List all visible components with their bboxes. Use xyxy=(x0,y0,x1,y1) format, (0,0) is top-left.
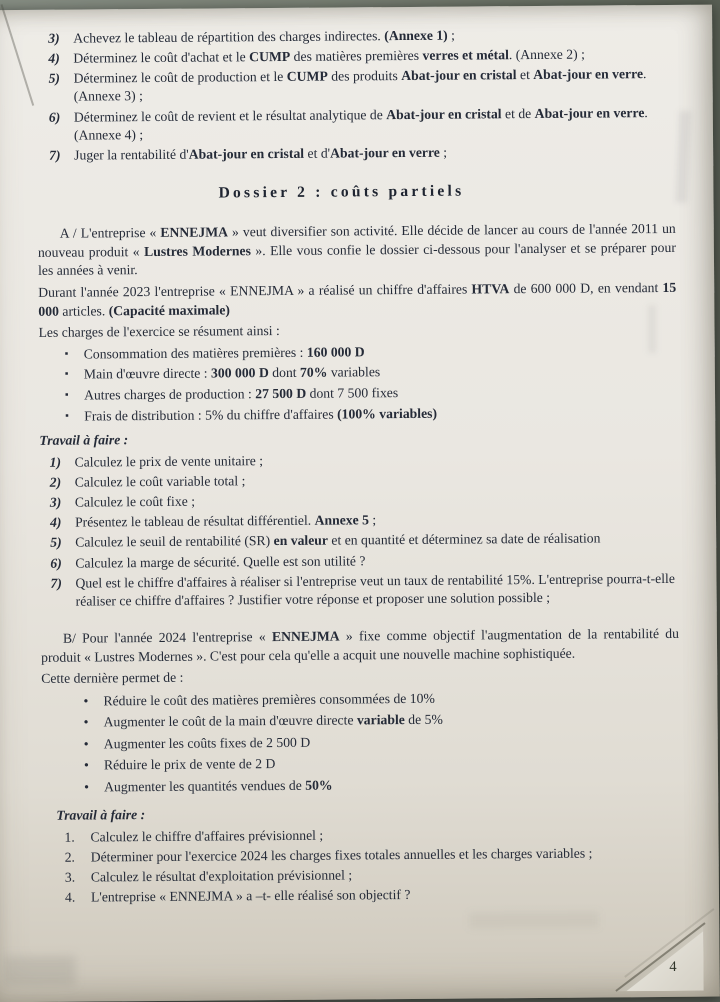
machine-effects-list xyxy=(83,688,680,798)
question-number: 1. xyxy=(64,829,75,845)
square-bullet-icon: ▪ xyxy=(64,348,69,360)
list-item xyxy=(65,382,677,405)
question-text: Déterminez le coût de production et le CUMP des produits Abat-jour en cristal et Abat-jour en verre. (Annexe 3) ; xyxy=(73,65,647,104)
ink-smudge xyxy=(469,912,599,929)
question-text: Déterminer pour l'exercice 2024 les charges fixes totales annuelles et les charges variables ; xyxy=(90,845,593,865)
list-item-text: Consommation des matières premières : 160 000 D xyxy=(83,344,365,362)
part-b-section xyxy=(41,625,681,908)
list-item-text: Augmenter les coûts fixes de 2 500 D xyxy=(103,734,311,752)
list-item-text: Autres charges de production : 27 500 D dont 7 500 fixes xyxy=(83,385,399,403)
dot-bullet-icon: • xyxy=(83,715,89,731)
list-item-text: Réduire le coût des matières premières consommées de 10% xyxy=(103,690,435,709)
list-item xyxy=(65,403,677,426)
question-text: Achevez le tableau de répartition des charges indirectes. (Annexe 1) ; xyxy=(73,27,456,46)
question-text: Calculez la marge de sécurité. Quelle est son utilité ? xyxy=(75,552,366,571)
question-number: 4) xyxy=(49,515,62,531)
list-item xyxy=(84,731,680,755)
question-text: Présentez le tableau de résultat différentiel. Annexe 5 ; xyxy=(74,512,377,530)
square-bullet-icon: ▪ xyxy=(64,369,69,381)
square-bullet-icon: ▪ xyxy=(65,410,69,422)
question-text: Déterminez le coût de revient et le résultat analytique de Abat-jour en cristal et de Abat-jour en verre. (Annexe 4) ; xyxy=(73,104,648,143)
list-item xyxy=(84,709,680,733)
list-item xyxy=(84,774,680,798)
dot-bullet-icon: • xyxy=(83,694,89,710)
question-item xyxy=(65,884,681,907)
question-text: Calculez le coût fixe ; xyxy=(74,493,196,510)
list-item xyxy=(65,341,677,364)
part-b-intro: B/ Pour l'année 2024 l'entreprise « ENNEJMA » fixe comme objectif l'augmentation de la rentabilité du produit « Lustres Modernes ». C'est pour cela qu'elle a acquit une nouvelle machine sophistiquée. xyxy=(41,625,679,665)
document-page xyxy=(0,5,720,1002)
dot-bullet-icon: • xyxy=(84,780,90,796)
question-text: Quel est le chiffre d'affaires à réaliser si l'entreprise veut un taux de rentabilité 15%. L'entreprise pourra-t-elle réaliser ce chiffre d'affaires ? Justifier votre réponse et proposer une solution possible ; xyxy=(75,570,675,609)
question-number: 4) xyxy=(48,50,60,66)
ink-smudge xyxy=(675,111,691,203)
paper-crease xyxy=(1,4,35,106)
question-number: 6) xyxy=(50,555,62,571)
question-text: Calculez le prix de vente unitaire ; xyxy=(74,453,264,470)
question-text: Calculez le seuil de rentabilité (SR) en valeur et en quantité et déterminez sa date de réalisation xyxy=(75,530,601,551)
page-content xyxy=(36,23,681,909)
question-number: 3) xyxy=(49,494,62,511)
list-item-text: Augmenter les quantités vendues de 50% xyxy=(104,777,333,795)
permet-label: Cette dernière permet de : xyxy=(41,669,184,687)
question-number: 4. xyxy=(64,889,76,905)
question-text: Déterminez le coût d'achat et le CUMP des matières premières verres et métal. (Annexe 2) ; xyxy=(73,46,585,66)
part-a-intro: A / L'entreprise « ENNEJMA » veut diversifier son activité. Elle décide de lancer au cours de l'année 2011 un nouveau produit « Lustres Modernes ». Elle vous confie le dossier ci-dessous pour l'analyser et se préparer pour les années à venir. xyxy=(37,220,676,279)
question-text: Calculez le résultat d'exploitation prévisionnel ; xyxy=(90,867,353,885)
question-number: 3) xyxy=(48,30,60,46)
question-text: Calculez le chiffre d'affaires prévisionnel ; xyxy=(90,827,324,845)
list-item xyxy=(83,688,679,712)
part-a-intro-2: Durant l'année 2023 l'entreprise « ENNEJMA » a réalisé un chiffre d'affaires HTVA de 600 000 D, en vendant 15 000 articles. (Capacité maximale) xyxy=(38,279,677,319)
question-number: 1) xyxy=(49,454,62,470)
ink-smudge xyxy=(3,956,75,987)
square-bullet-icon: ▪ xyxy=(64,389,69,401)
section-heading: Dossier 2 : coûts partiels xyxy=(218,182,465,202)
list-item-text: Frais de distribution : 5% du chiffre d'affaires (100% variables) xyxy=(84,405,438,424)
question-text: Juger la rentabilité d'Abat-jour en cristal et d'Abat-jour en verre ; xyxy=(74,144,448,163)
question-number: 2) xyxy=(49,474,62,490)
travail-b-label: Travail à faire : xyxy=(56,807,146,823)
question-item xyxy=(49,142,675,166)
travail-a-label: Travail à faire : xyxy=(39,432,129,449)
list-item-text: Augmenter le coût de la main d'œuvre directe variable de 5% xyxy=(103,712,443,730)
question-number: 3. xyxy=(64,869,76,885)
question-item xyxy=(48,65,674,107)
page-number: 4 xyxy=(669,958,677,975)
question-number: 7) xyxy=(49,147,61,164)
list-item xyxy=(84,752,680,776)
list-item-text: Réduire le prix de vente de 2 D xyxy=(103,756,276,773)
question-number: 2. xyxy=(64,849,75,865)
question-item xyxy=(50,570,678,612)
dot-bullet-icon: • xyxy=(83,737,89,753)
question-text: L'entreprise « ENNEJMA » a –t- elle réalisé son objectif ? xyxy=(90,886,411,905)
part-a-question-list xyxy=(49,449,678,612)
top-question-list xyxy=(48,24,675,165)
list-item-text: Main d'œuvre directe : 300 000 D dont 70% variables xyxy=(83,364,381,382)
charges-intro: Les charges de l'exercice se résument ainsi : xyxy=(38,323,280,341)
charges-list xyxy=(65,341,678,426)
part-b-question-list xyxy=(64,823,681,907)
question-text: Calculez le coût variable total ; xyxy=(74,473,246,490)
question-number: 5) xyxy=(48,70,61,86)
dot-bullet-icon: • xyxy=(83,758,89,774)
question-number: 6) xyxy=(48,109,61,125)
question-number: 5) xyxy=(50,535,62,551)
list-item xyxy=(65,361,677,384)
page-corner-fold xyxy=(615,925,704,992)
question-item xyxy=(49,103,675,145)
question-number: 7) xyxy=(50,575,62,591)
